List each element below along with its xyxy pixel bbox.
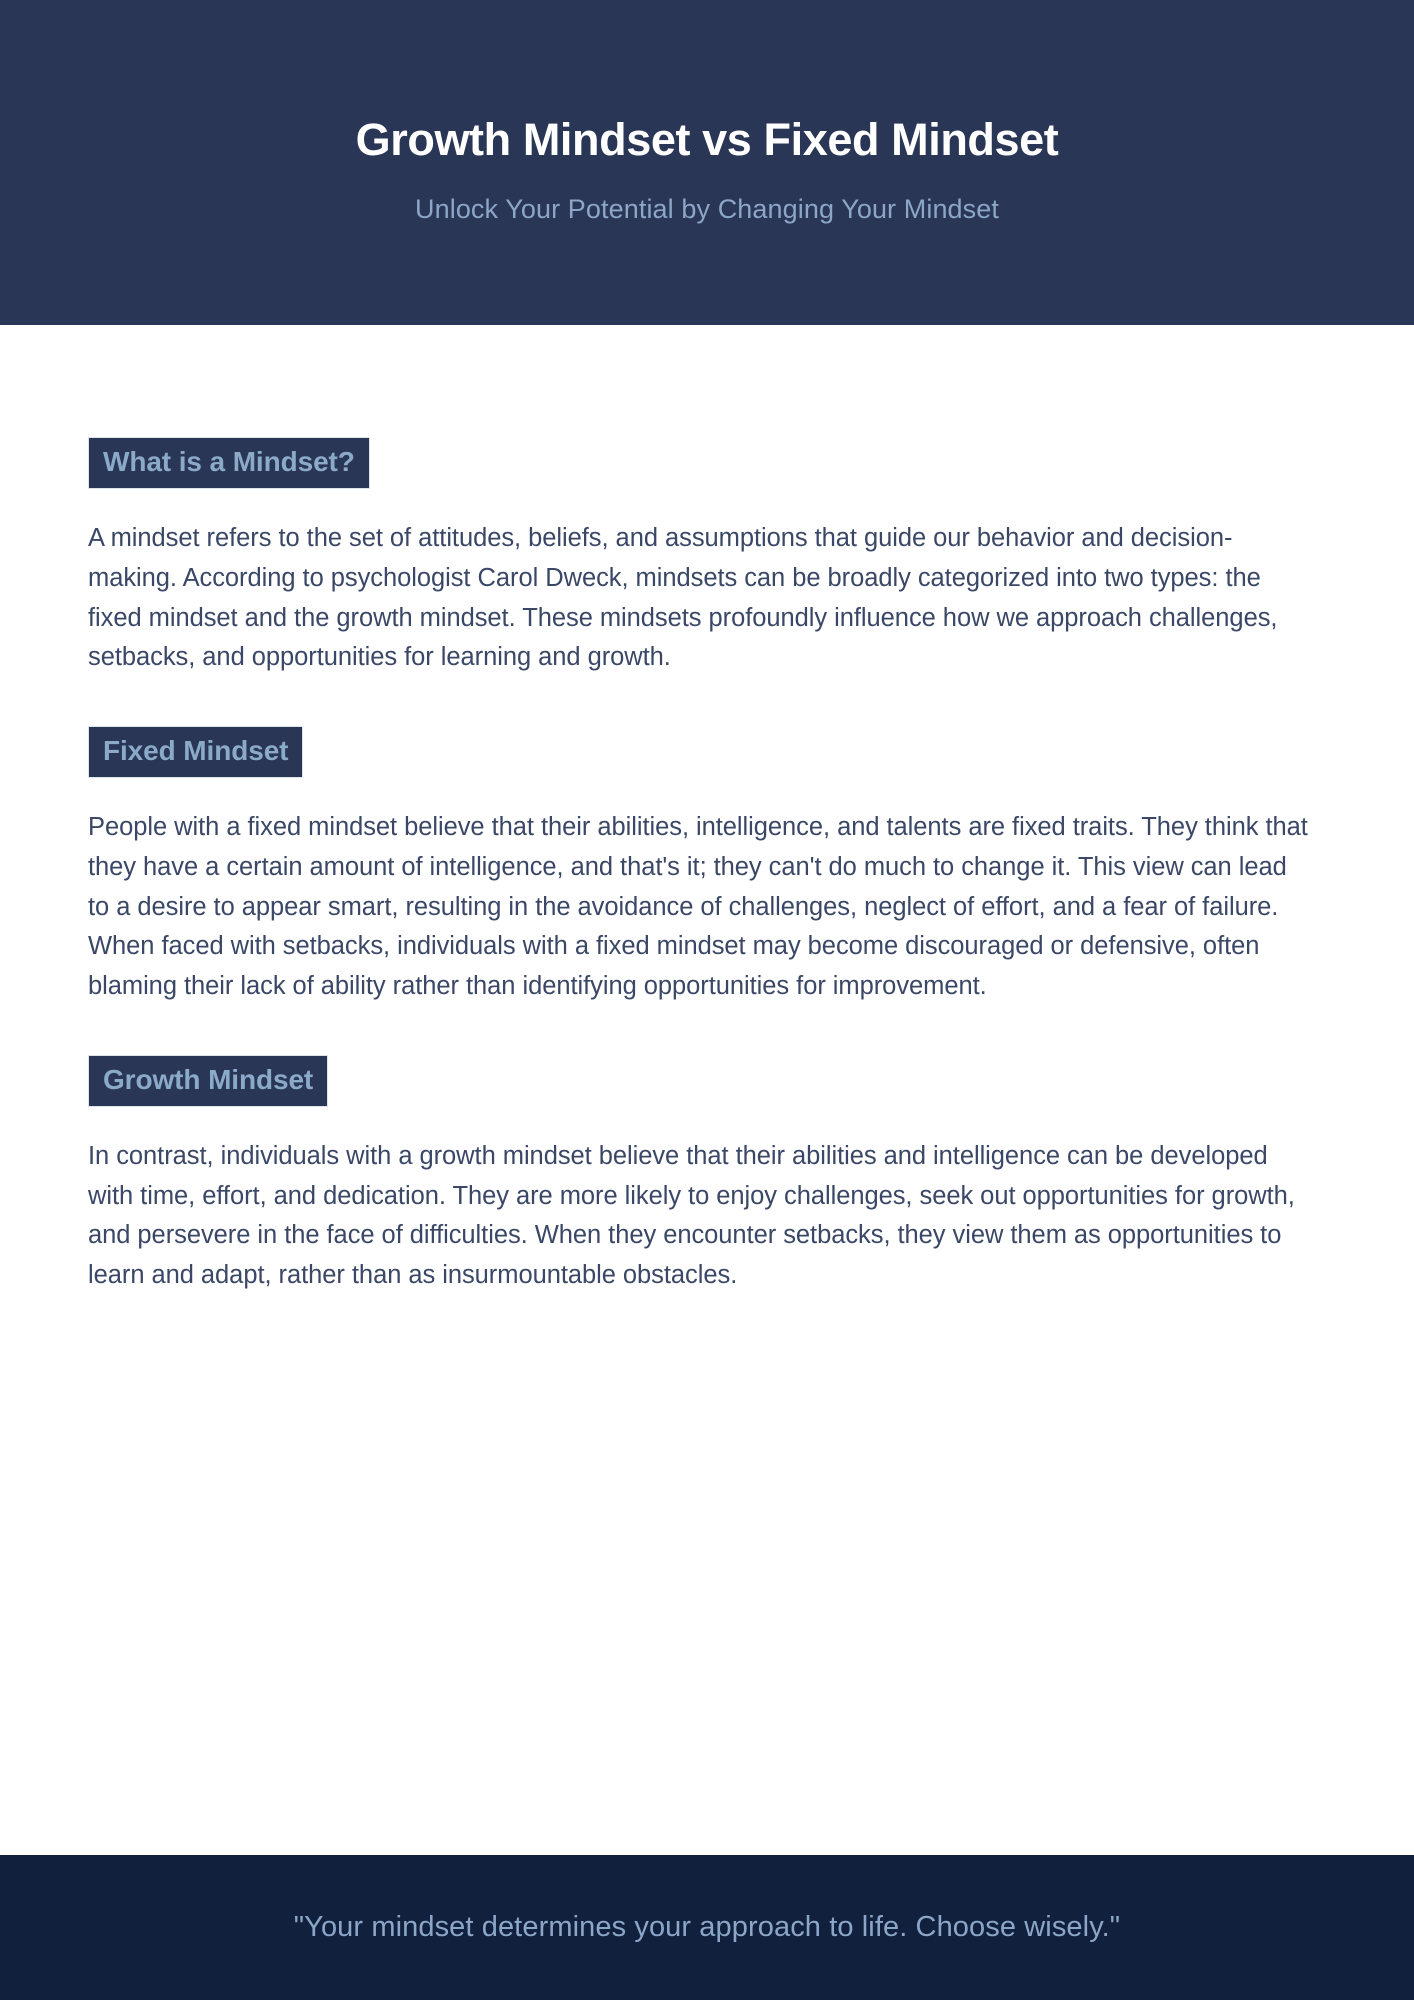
- section-heading-badge-what-is-a-mindset: What is a Mindset?: [88, 437, 370, 489]
- section-what-is-a-mindset: [88, 437, 1326, 678]
- section-heading-badge-growth-mindset: Growth Mindset: [88, 1055, 328, 1107]
- page-header: [0, 0, 1414, 325]
- section-paragraph-growth-mindset: In contrast, individuals with a growth mindset believe that their abilities and intelligence can be developed with time, effort, and dedication. They are more likely to enjoy challenges, seek out opportunities for growth, and persevere in the face of difficulties. When they encounter setbacks, they view them as opportunities to learn and adapt, rather than as insurmountable obstacles.: [88, 1141, 1295, 1290]
- page-subtitle: Unlock Your Potential by Changing Your Mindset: [415, 193, 999, 224]
- section-fixed-mindset: [88, 726, 1326, 1007]
- section-paragraph-what-is-a-mindset: A mindset refers to the set of attitudes, beliefs, and assumptions that guide our behavior and decision-making. According to psychologist Carol Dweck, mindsets can be broadly categorized into two types: the fixed mindset and the growth mindset. These mindsets profoundly influence how we approach challenges, setbacks, and opportunities for learning and growth.: [88, 524, 1278, 672]
- page-footer: [0, 1855, 1414, 2000]
- footer-quote: "Your mindset determines your approach to life. Choose wisely.": [293, 1911, 1121, 1943]
- page-title: Growth Mindset vs Fixed Mindset: [355, 114, 1059, 166]
- section-paragraph-fixed-mindset: People with a fixed mindset believe that their abilities, intelligence, and talents are fixed traits. They think that they have a certain amount of intelligence, and that's it; they can't do much to change it. This view can lead to a desire to appear smart, resulting in the avoidance of challenges, neglect of effort, and a fear of failure. When faced with setbacks, individuals with a fixed mindset may become discouraged or defensive, often blaming their lack of ability rather than identifying opportunities for improvement.: [88, 813, 1308, 1001]
- article-content: [0, 325, 1414, 1296]
- section-growth-mindset: [88, 1055, 1326, 1296]
- section-heading-badge-fixed-mindset: Fixed Mindset: [88, 726, 303, 778]
